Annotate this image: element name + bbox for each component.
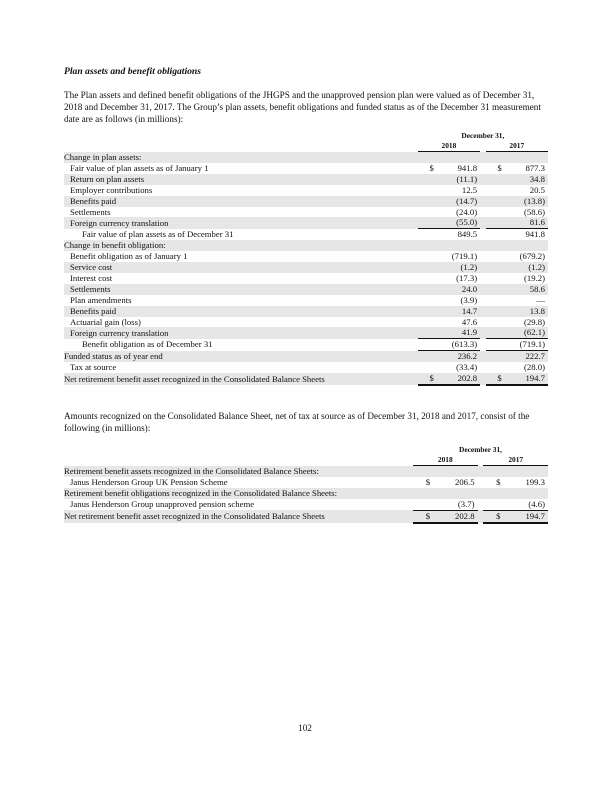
col-header-2018: 2018	[418, 141, 480, 152]
value-2017	[514, 240, 548, 251]
currency-2018	[418, 362, 446, 373]
value-2018: 941.8	[457, 162, 478, 173]
currency-2017	[483, 499, 513, 510]
currency-2018: $	[425, 476, 431, 487]
row-label: Return on plan assets	[64, 174, 418, 185]
currency-2017	[486, 262, 514, 273]
value-2018: 47.6	[461, 316, 478, 327]
row-label: Net retirement benefit asset recognized in the Consolidated Balance Sheets	[64, 510, 413, 522]
table-row	[64, 339, 548, 351]
row-label: Janus Henderson Group UK Pension Scheme	[70, 476, 228, 487]
value-2017: (58.6)	[524, 206, 545, 217]
value-2017: (1.2)	[514, 262, 548, 273]
value-2017: (679.2)	[519, 251, 545, 262]
currency-2017	[486, 306, 514, 317]
table-row	[64, 229, 548, 240]
row-label: Net retirement benefit asset recognized in the Consolidated Balance Sheets	[64, 373, 418, 385]
currency-2018: $	[413, 510, 443, 522]
value-2017: 194.7	[513, 510, 548, 522]
currency-2018	[418, 317, 446, 328]
table-header-period	[64, 131, 548, 141]
table-row	[64, 499, 548, 510]
value-2017: (62.1)	[514, 327, 548, 338]
currency-2018	[418, 339, 446, 351]
value-2017: (719.1)	[514, 339, 548, 351]
value-2018: (719.1)	[451, 251, 478, 262]
table-row	[64, 196, 548, 207]
currency-2018	[418, 185, 446, 196]
value-2018: (14.7)	[446, 196, 480, 207]
table-row	[64, 185, 548, 196]
currency-2017	[486, 229, 514, 240]
value-2018	[443, 488, 478, 499]
row-label: Benefit obligation as of December 31	[82, 339, 213, 350]
value-2017: 194.7	[514, 373, 548, 385]
amounts-paragraph: Amounts recognized on the Consolidated Balance Sheet, net of tax at source as of December 31, 2018 and 2017, consist of the following (in millions):	[64, 411, 530, 434]
table-row	[64, 284, 548, 295]
plan-assets-table	[64, 131, 548, 386]
table-row	[64, 251, 548, 262]
value-2018: (613.3)	[446, 339, 480, 351]
currency-2018: $	[429, 162, 434, 173]
row-label: Retirement benefit assets recognized in the Consolidated Balance Sheets:	[64, 466, 413, 477]
row-label: Tax at source	[70, 362, 117, 373]
row-label: Benefits paid	[64, 196, 418, 207]
currency-2018	[418, 306, 446, 317]
row-label: Funded status as of year end	[64, 351, 418, 362]
value-2018	[446, 240, 480, 251]
value-2017	[513, 488, 548, 499]
value-2018: 41.9	[446, 327, 480, 338]
currency-2018	[418, 251, 446, 262]
value-2018: 24.0	[446, 284, 480, 295]
section-heading: Plan assets and benefit obligations	[64, 66, 201, 77]
currency-2018: $	[418, 373, 446, 385]
table-row	[64, 295, 548, 306]
col-header-2017: 2017	[483, 455, 548, 466]
currency-2017	[486, 295, 514, 306]
table-row	[64, 488, 548, 499]
table-row	[64, 317, 548, 328]
currency-2017: $	[496, 476, 501, 487]
currency-2017	[483, 488, 513, 499]
currency-2017	[486, 273, 514, 284]
value-2018: (3.7)	[443, 499, 478, 510]
col-header-2017: 2017	[486, 141, 548, 152]
value-2017: 20.5	[529, 184, 545, 195]
currency-2017: $	[486, 373, 514, 385]
row-label: Fair value of plan assets as of January 1	[70, 162, 209, 173]
row-label: Plan amendments	[70, 294, 132, 305]
currency-2017	[486, 327, 514, 338]
table-header-period	[64, 445, 548, 455]
value-2017: (19.2)	[524, 272, 545, 283]
value-2017: 877.3	[525, 162, 545, 173]
table-row	[64, 240, 548, 251]
value-2018: (33.4)	[456, 362, 478, 373]
currency-2018	[418, 229, 446, 240]
table-row	[64, 273, 548, 284]
row-label: Actuarial gain (loss)	[70, 316, 141, 327]
period-header: December 31,	[459, 445, 502, 454]
currency-2017	[486, 152, 514, 163]
row-label: Benefit obligation as of January 1	[70, 251, 188, 262]
currency-2017	[486, 240, 514, 251]
value-2017: 58.6	[514, 284, 548, 295]
row-label: Fair value of plan assets as of December 31	[82, 229, 234, 240]
value-2017: (28.0)	[524, 362, 545, 373]
currency-2018	[418, 174, 446, 185]
value-2017	[514, 152, 548, 163]
currency-2017	[486, 207, 514, 218]
value-2018: 236.2	[446, 351, 480, 362]
row-label: Change in plan assets:	[64, 152, 418, 163]
currency-2018	[418, 240, 446, 251]
period-header: December 31,	[461, 131, 505, 140]
currency-2017	[486, 174, 514, 185]
currency-2018	[418, 351, 446, 362]
value-2018: 14.7	[446, 306, 480, 317]
currency-2017: $	[483, 510, 513, 522]
currency-2018	[418, 152, 446, 163]
intro-paragraph: The Plan assets and defined benefit obligations of the JHGPS and the unapproved pension plan were valued as of December 31, 2018 and December 31, 2017. The Group’s plan assets, benefit obligations and funded status as of the December 31 measurement date are as follows (in millions):	[64, 90, 541, 125]
value-2018	[443, 466, 478, 477]
row-label: Janus Henderson Group unapproved pension scheme	[70, 498, 255, 509]
value-2018: 202.8	[446, 373, 480, 385]
value-2017: 34.8	[514, 174, 548, 185]
table-row	[64, 217, 548, 228]
amounts-recognized-table	[64, 445, 548, 524]
currency-2017	[486, 317, 514, 328]
currency-2017	[486, 362, 514, 373]
value-2018: (1.2)	[446, 262, 480, 273]
currency-2017	[486, 339, 514, 351]
value-2017: 13.8	[514, 306, 548, 317]
row-label: Foreign currency translation	[64, 327, 418, 338]
value-2018: 849.5	[457, 229, 478, 240]
table-row	[64, 351, 548, 362]
table-row	[64, 477, 548, 488]
value-2017: (13.8)	[514, 196, 548, 207]
row-label: Settlements	[70, 206, 111, 217]
currency-2017	[486, 284, 514, 295]
table-row	[64, 163, 548, 174]
value-2018: 202.8	[443, 510, 478, 522]
table-row	[64, 373, 548, 385]
currency-2018	[418, 295, 446, 306]
currency-2017: $	[497, 162, 502, 173]
table-row	[64, 152, 548, 163]
table-row	[64, 262, 548, 273]
value-2018: (3.9)	[460, 294, 478, 305]
page-number: 102	[298, 723, 312, 733]
row-label: Employer contributions	[70, 184, 153, 195]
table-header-years	[64, 141, 548, 152]
value-2018: (17.3)	[456, 272, 478, 283]
value-2017	[513, 466, 548, 477]
value-2017: (29.8)	[524, 316, 545, 327]
value-2017: 199.3	[525, 476, 545, 487]
currency-2018	[418, 284, 446, 295]
row-label: Interest cost	[70, 272, 113, 283]
row-label: Change in benefit obligation:	[64, 240, 418, 251]
currency-2018	[418, 217, 446, 228]
row-label: Service cost	[64, 262, 418, 273]
value-2017: —	[536, 294, 545, 305]
row-label: Settlements	[64, 284, 418, 295]
currency-2018	[413, 466, 443, 477]
value-2018: 12.5	[461, 184, 478, 195]
table-row	[64, 306, 548, 317]
value-2018	[446, 152, 480, 163]
table-row	[64, 466, 548, 477]
value-2017: (4.6)	[513, 499, 548, 510]
table-row	[64, 207, 548, 218]
col-header-2018: 2018	[413, 455, 478, 466]
currency-2017	[486, 251, 514, 262]
table-row	[64, 174, 548, 185]
currency-2018	[418, 262, 446, 273]
currency-2018	[418, 273, 446, 284]
value-2018: (24.0)	[456, 206, 478, 217]
row-label: Benefits paid	[64, 306, 418, 317]
table-row	[64, 327, 548, 338]
table-row	[64, 362, 548, 373]
currency-2017	[486, 217, 514, 228]
currency-2018	[418, 196, 446, 207]
currency-2017	[486, 185, 514, 196]
table-header-years	[64, 455, 548, 466]
value-2017: 81.6	[514, 217, 548, 228]
currency-2017	[486, 351, 514, 362]
currency-2018	[413, 488, 443, 499]
currency-2018	[418, 327, 446, 338]
value-2017: 941.8	[525, 229, 545, 240]
row-label: Foreign currency translation	[64, 217, 418, 228]
value-2017: 222.7	[514, 351, 548, 362]
currency-2017	[486, 196, 514, 207]
currency-2018	[418, 207, 446, 218]
value-2018: (11.1)	[446, 174, 480, 185]
currency-2017	[483, 466, 513, 477]
table-row	[64, 510, 548, 522]
value-2018: 206.5	[454, 476, 475, 487]
value-2018: (55.0)	[446, 217, 480, 228]
row-label: Retirement benefit obligations recognized in the Consolidated Balance Sheets:	[64, 488, 413, 499]
currency-2018	[413, 499, 443, 510]
